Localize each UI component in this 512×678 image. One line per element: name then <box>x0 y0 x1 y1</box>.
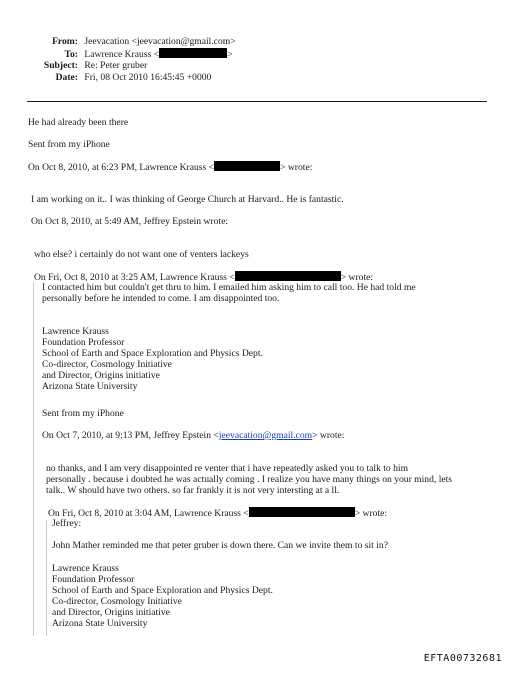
quote-bar <box>46 520 47 636</box>
header-from-row <box>0 36 236 47</box>
quote-intro-text: On Oct 8, 2010, at 6:23 PM, Lawrence Krauss < <box>28 162 215 173</box>
quote-intro-tail: > wrote: <box>312 430 345 441</box>
signature-line: and Director, Origins initiative <box>42 370 160 381</box>
date-value: Fri, 08 Oct 2010 16:45:45 +0000 <box>84 72 212 83</box>
header-to-row <box>0 48 233 60</box>
quote-intro-text: On Oct 7, 2010, at 9:13 PM, Jeffrey Epstein < <box>42 430 219 441</box>
from-label: From: <box>52 36 78 47</box>
from-value: Jeevacation <jeevacation@gmail.com> <box>84 36 236 47</box>
signature-line: Foundation Professor <box>42 337 125 348</box>
signature-line: Arizona State University <box>52 618 148 629</box>
email-link[interactable]: jeevacation@gmail.com <box>218 430 313 441</box>
message-body-line: no thanks, and I am very disappointed re venter that i have repeatedly asked you to talk to him <box>46 463 409 474</box>
sent-from-iphone: Sent from my iPhone <box>42 408 124 419</box>
quote-bar <box>33 282 34 636</box>
message-body: who else? i certainly do not want one of venters lackeys <box>34 249 249 260</box>
quote-intro <box>28 161 312 173</box>
header-subject-row <box>0 60 147 71</box>
to-label: To: <box>64 49 78 60</box>
redaction-box <box>159 48 227 58</box>
signature-line: and Director, Origins initiative <box>52 607 170 618</box>
to-tail: > <box>227 49 233 60</box>
signature-line: Lawrence Krauss <box>42 326 109 337</box>
date-label: Date: <box>55 72 78 83</box>
quote-intro-tail: > wrote: <box>354 508 388 519</box>
header-date-row <box>0 72 211 83</box>
message-body: John Mather reminded me that peter gruber is down there. Can we invite them to sit in? <box>52 540 388 551</box>
message-body-line: talk.. W should have two others. so far frankly it is not very intersting at a ll. <box>46 485 340 496</box>
message-body: He had already been there <box>28 117 129 128</box>
quote-intro-tail: > wrote: <box>280 162 313 173</box>
quote-intro <box>42 430 344 441</box>
signature-line: School of Earth and Space Exploration and Physics Dept. <box>52 585 273 596</box>
message-body-line: personally before he intended to come. I am disappointed too. <box>42 293 280 304</box>
subject-value: Re: Peter gruber <box>84 60 148 71</box>
quote-intro: On Oct 8, 2010, at 5:49 AM, Jeffrey Epstein wrote: <box>31 216 228 227</box>
message-body: I am working on it.. I was thinking of George Church at Harvard.. He is fantastic. <box>31 194 344 205</box>
quote-intro-text: On Fri, Oct 8, 2010 at 3:25 AM, Lawrence Krauss < <box>34 272 235 283</box>
redaction-box <box>235 271 341 281</box>
header-divider <box>27 101 487 102</box>
quote-intro <box>48 507 387 519</box>
to-value: Lawrence Krauss < <box>84 49 160 60</box>
redaction-box <box>249 507 355 517</box>
quote-intro-tail: > wrote: <box>340 272 374 283</box>
bates-number: EFTA00732681 <box>423 653 502 664</box>
signature-line: Arizona State University <box>42 381 138 392</box>
message-body-line: I contacted him but couldn't get thru to him. I emailed him asking him to call too. He had told me <box>42 282 416 293</box>
message-body-line: personally . because i doubted he was actually coming . I realize you have many things on your mind, lets <box>46 474 453 485</box>
signature-line: Foundation Professor <box>52 574 135 585</box>
quote-intro-text: On Fri, Oct 8, 2010 at 3:04 AM, Lawrence Krauss < <box>48 508 249 519</box>
signature-line: Lawrence Krauss <box>52 563 119 574</box>
greeting: Jeffrey: <box>52 518 82 529</box>
sent-from-iphone: Sent from my iPhone <box>28 139 110 150</box>
signature-line: Co-director, Cosmology Initiative <box>42 359 172 370</box>
subject-label: Subject: <box>43 60 78 71</box>
signature-line: Co-director, Cosmology Initiative <box>52 596 182 607</box>
redaction-box <box>214 161 280 171</box>
signature-line: School of Earth and Space Exploration and Physics Dept. <box>42 348 263 359</box>
